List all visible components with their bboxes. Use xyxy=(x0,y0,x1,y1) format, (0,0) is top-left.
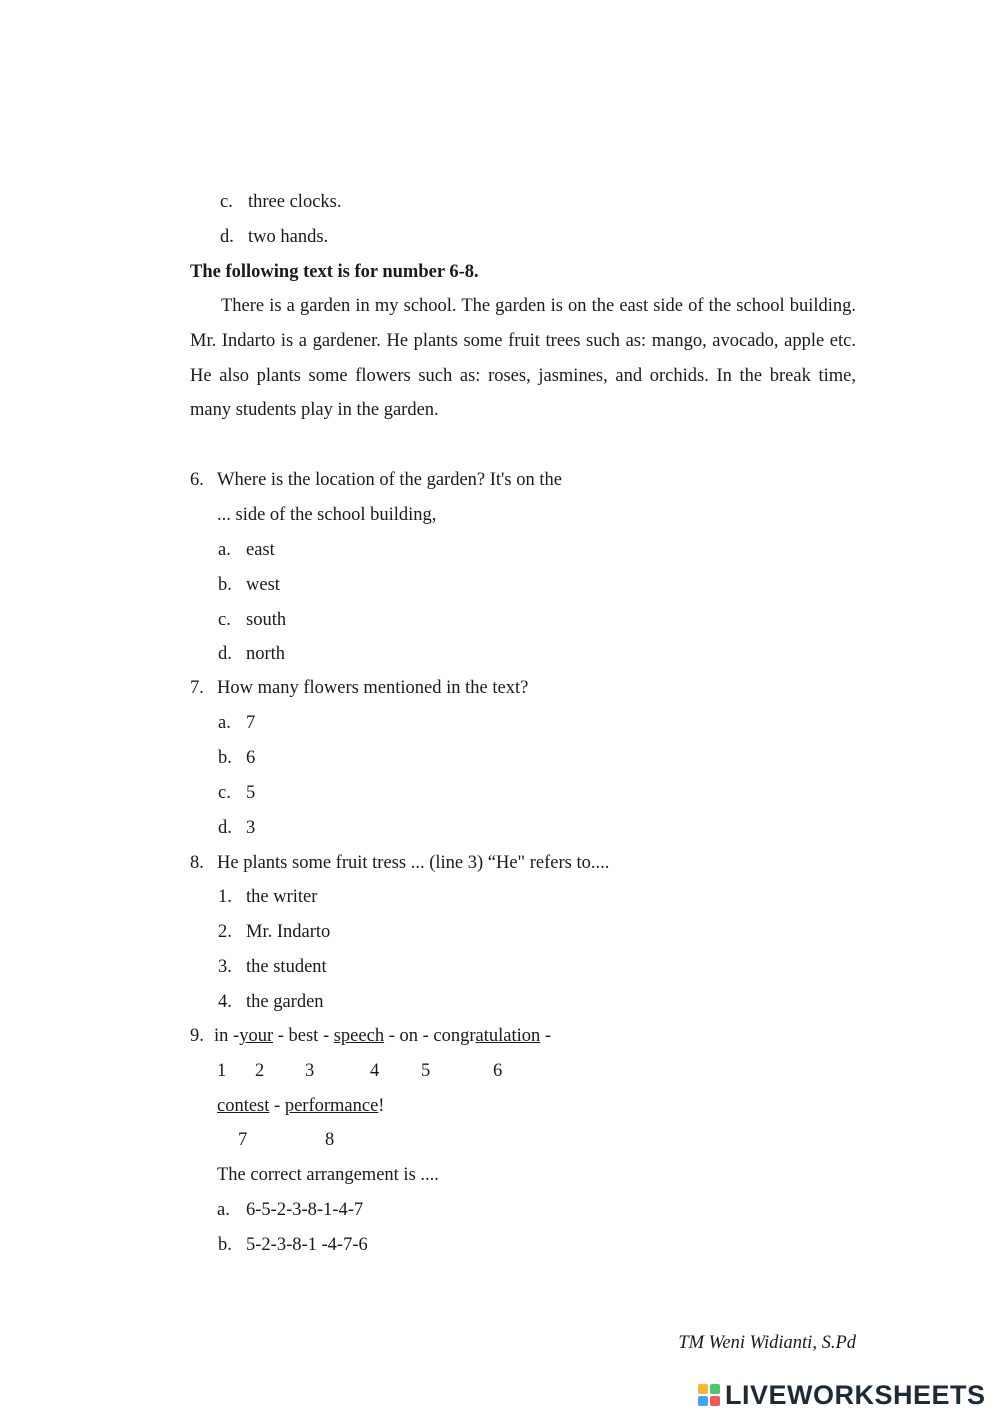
word-contest: contest xyxy=(217,1096,270,1116)
option-letter: d. xyxy=(218,818,232,838)
section-heading: The following text is for number 6-8. xyxy=(190,262,479,282)
option-text: three clocks. xyxy=(248,192,342,212)
option-letter: c. xyxy=(220,192,233,212)
question-text-continued: ... side of the school building, xyxy=(217,505,437,525)
option-letter: a. xyxy=(218,713,231,733)
liveworksheets-logo xyxy=(697,1378,986,1412)
option-number: 4. xyxy=(218,992,232,1012)
question-number: 8. xyxy=(190,853,204,873)
scrambled-words-line2 xyxy=(217,1095,384,1117)
word-number: 1 xyxy=(217,1061,227,1081)
option-number: 2. xyxy=(218,922,232,942)
word-separator: - xyxy=(540,1026,552,1046)
option-text: 6 xyxy=(246,748,256,768)
option-letter: a. xyxy=(217,1200,230,1220)
word-number: 7 xyxy=(238,1130,248,1150)
option-text: 3 xyxy=(246,818,256,838)
word-number: 5 xyxy=(421,1061,431,1081)
option-letter: b. xyxy=(218,1235,232,1255)
word-number: 4 xyxy=(370,1061,380,1081)
option-text: south xyxy=(246,610,287,630)
option-letter: b. xyxy=(218,575,232,595)
option-text: 5-2-3-8-1 -4-7-6 xyxy=(246,1235,368,1255)
word-your: your xyxy=(239,1026,274,1046)
option-text: 6-5-2-3-8-1-4-7 xyxy=(246,1200,364,1220)
option-text: two hands. xyxy=(248,227,329,247)
option-text: east xyxy=(246,540,275,560)
word-number: 3 xyxy=(305,1061,315,1081)
word-performance: performance xyxy=(284,1096,379,1116)
liveworksheets-logo-text: LIVEWORKSHEETS xyxy=(725,1379,986,1410)
option-letter: b. xyxy=(218,748,232,768)
option-letter: c. xyxy=(218,610,231,630)
question-number: 9. xyxy=(190,1026,204,1046)
word-speech: speech xyxy=(333,1026,385,1046)
option-letter: c. xyxy=(218,783,231,803)
author-signature: TM Weni Widianti, S.Pd xyxy=(678,1333,856,1353)
question-text: He plants some fruit tress ... (line 3) “He" refers to.... xyxy=(217,853,610,873)
liveworksheets-logo-icon xyxy=(697,1383,721,1407)
word-separator: - xyxy=(269,1096,285,1116)
word-congratulation-part: atulation xyxy=(475,1026,541,1046)
option-letter: d. xyxy=(218,644,232,664)
scrambled-words-line1 xyxy=(214,1025,551,1047)
word-in: in - xyxy=(214,1026,240,1046)
word-end: ! xyxy=(378,1096,385,1116)
option-number: 1. xyxy=(218,887,232,907)
word-separator: - best - xyxy=(273,1026,334,1046)
option-text: 7 xyxy=(246,713,256,733)
option-text: the student xyxy=(246,957,327,977)
reading-passage: There is a garden in my school. The garden is on the east side of the school building. Mr. Indarto is a gardener. He plants some fruit trees such as: mango, avocado, apple etc. He also plants some flowers such as: roses, jasmines, and orchids. In the break time, many students play in the garden. xyxy=(190,296,856,421)
option-text: 5 xyxy=(246,783,256,803)
question-text: Where is the location of the garden? It's on the xyxy=(217,470,562,490)
question-number: 7. xyxy=(190,678,204,698)
word-number: 6 xyxy=(493,1061,503,1081)
question-prompt: The correct arrangement is .... xyxy=(217,1165,439,1185)
option-text: Mr. Indarto xyxy=(246,922,331,942)
question-number: 6. xyxy=(190,470,204,490)
option-number: 3. xyxy=(218,957,232,977)
word-separator: - on - congr xyxy=(384,1026,476,1046)
option-letter: d. xyxy=(220,227,234,247)
word-number: 8 xyxy=(325,1130,335,1150)
question-text: How many flowers mentioned in the text? xyxy=(217,678,529,698)
word-number: 2 xyxy=(255,1061,265,1081)
option-text: the garden xyxy=(246,992,324,1012)
option-letter: a. xyxy=(218,540,231,560)
option-text: north xyxy=(246,644,286,664)
option-text: west xyxy=(246,575,280,595)
option-text: the writer xyxy=(246,887,318,907)
